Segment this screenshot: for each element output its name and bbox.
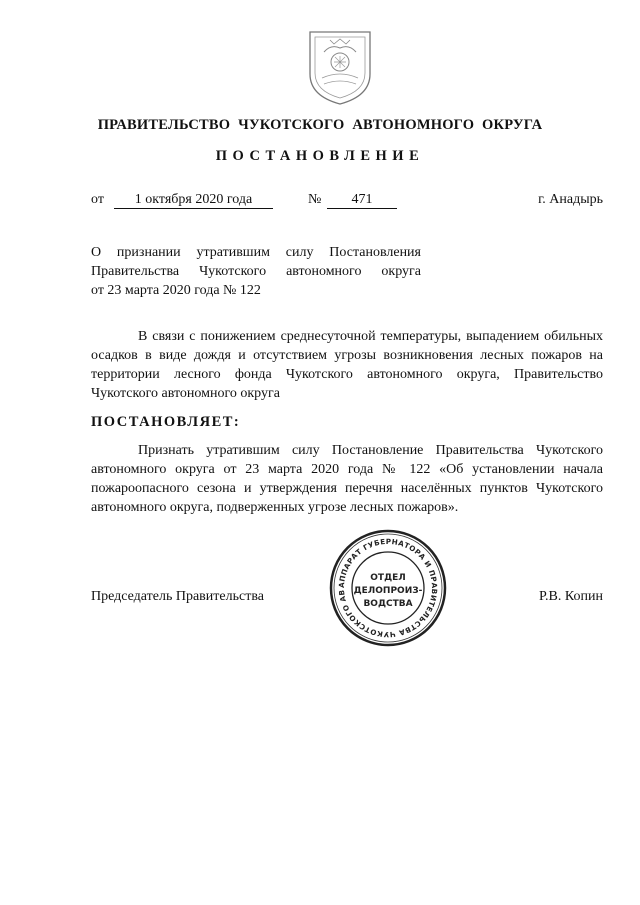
seal-line: ОТДЕЛ <box>370 573 406 583</box>
subject-line: О признании утратившим силу Постановления <box>91 245 421 260</box>
document-date: 1 октября 2020 года <box>114 192 273 209</box>
dateline <box>91 192 603 212</box>
decree-word: ПОСТАНОВЛЯЕТ: <box>91 414 241 430</box>
subject-block <box>91 243 421 300</box>
seal-line: ВОДСТВА <box>363 599 413 609</box>
official-seal-icon <box>328 528 448 648</box>
svg-text:АППАРАТ ГУБЕРНАТОРА И ПРАВИТЕЛ <box>328 528 439 639</box>
subject-line: от 23 марта 2020 года № 122 <box>91 283 261 298</box>
government-title: ПРАВИТЕЛЬСТВО ЧУКОТСКОГО АВТОНОМНОГО ОКРУГА <box>97 117 543 133</box>
date-prefix: от <box>91 192 104 207</box>
coat-of-arms-icon <box>304 24 376 108</box>
operative-paragraph: Признать утратившим силу Постановление Правительства Чукотского автономного округа от 23 марта 2020 года № 122 «Об установлении начала пожароопасного сезона и утверждения перечня населённых пунктов Чукотского автономного округа, подверженных угрозе лесных пожаров». <box>91 443 603 515</box>
seal-line: ДЕЛОПРОИЗ- <box>353 586 423 596</box>
city: г. Анадырь <box>538 192 603 207</box>
seal-ring-text: АППАРАТ ГУБЕРНАТОРА И ПРАВИТЕЛЬСТВА ЧУКОТСКОГО АВ <box>336 536 440 640</box>
number-sign: № <box>308 192 322 207</box>
preamble-paragraph: В связи с понижением среднесуточной температуры, выпадением обильных осадков в виде дождя и отсутствием угрозы возникновения лесных пожаров на территории лесного фонда Чукотского автономного округа, Правительство Чукотского автономного округа <box>91 329 603 401</box>
document-number: 471 <box>327 192 397 209</box>
subject-line: Правительства Чукотского автономного округа <box>91 264 421 279</box>
signer-title: Председатель Правительства <box>91 589 264 604</box>
signer-name: Р.В. Копин <box>539 589 603 604</box>
document-type-heading: ПОСТАНОВЛЕНИЕ <box>215 148 425 164</box>
